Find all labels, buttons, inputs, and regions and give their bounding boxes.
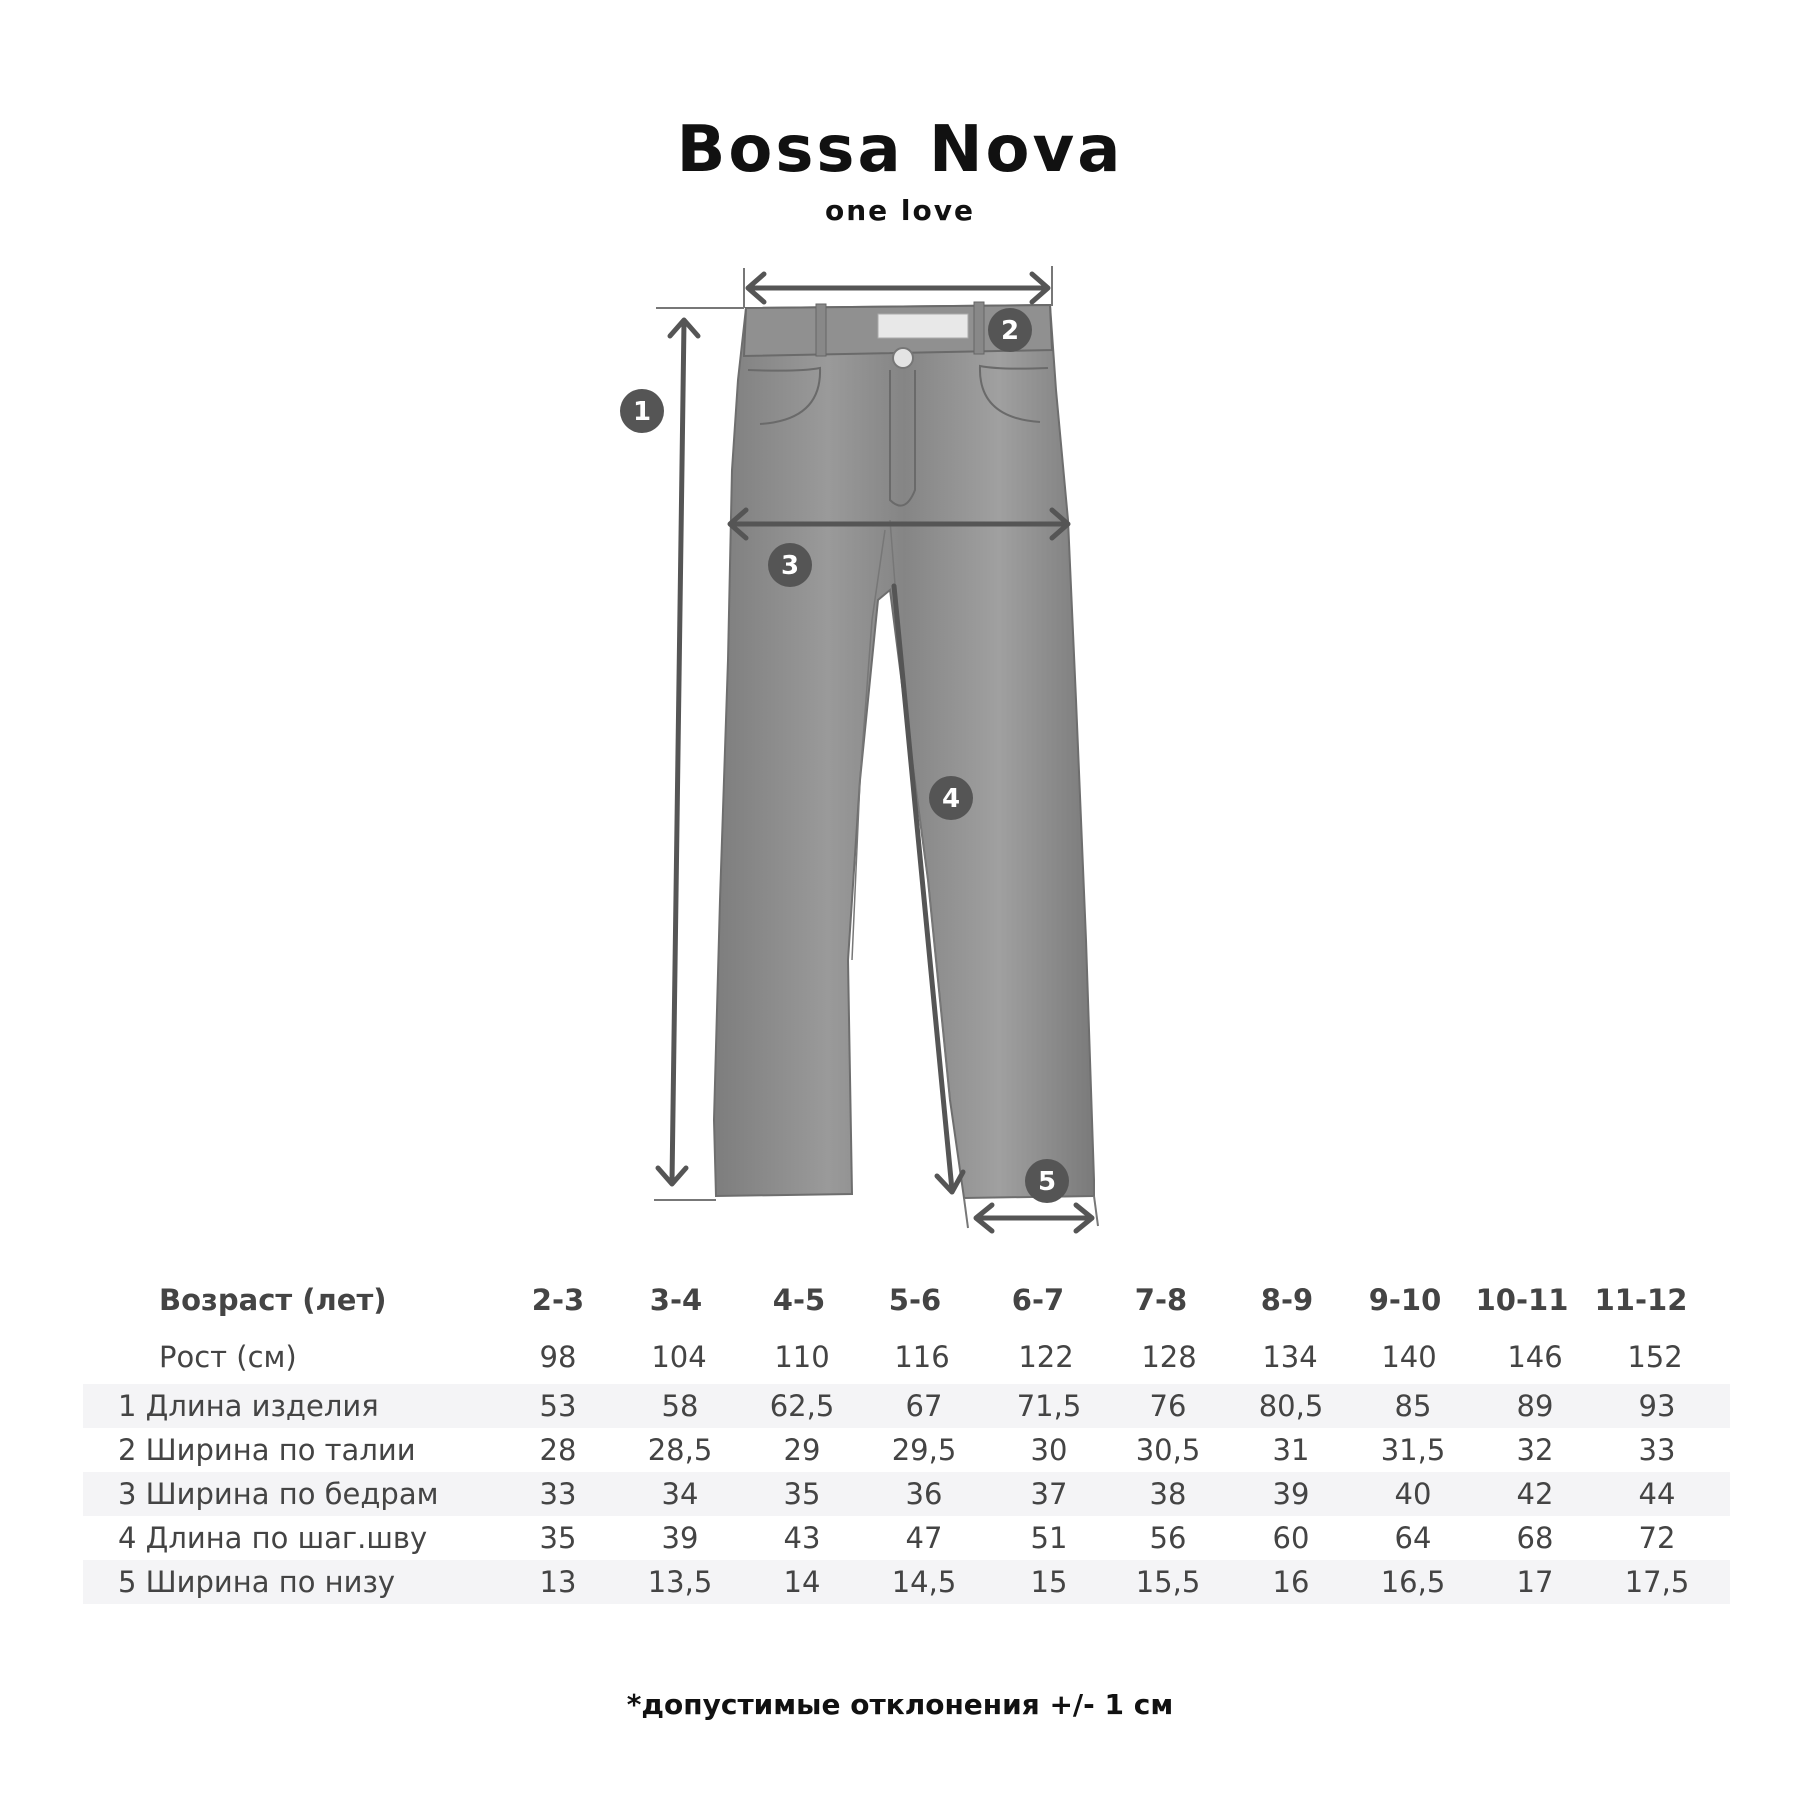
row-value: 47 [905,1521,943,1555]
row-value: 40 [1394,1477,1432,1511]
row-value: 60 [1272,1521,1310,1555]
height-col-6: 128 [1141,1340,1197,1374]
row-label: 3 Ширина по бедрам [118,1477,439,1511]
marker-1-label: 1 [632,397,652,427]
row-value: 35 [783,1477,821,1511]
jeans-label-tag [878,314,968,338]
table-header-row [83,1270,1730,1330]
height-row-label: Рост (см) [159,1340,297,1374]
height-col-7: 134 [1262,1340,1318,1374]
table-row [83,1384,1730,1428]
row-value: 28,5 [647,1433,713,1467]
height-col-4: 116 [894,1340,950,1374]
row-value: 56 [1149,1521,1187,1555]
tolerance-note: *допустимые отклонения +/- 1 см [626,1688,1174,1721]
row-value: 39 [661,1521,699,1555]
row-value: 32 [1516,1433,1554,1467]
table-row [83,1516,1730,1560]
brand-tagline: one love [825,194,975,227]
marker-4-label: 4 [941,784,961,814]
row-value: 39 [1272,1477,1310,1511]
row-value: 37 [1030,1477,1068,1511]
marker-5-label: 5 [1037,1167,1057,1197]
row-value: 58 [661,1389,699,1423]
row-value: 29 [783,1433,821,1467]
row-label: 5 Ширина по низу [118,1565,396,1599]
row-value: 80,5 [1258,1389,1324,1423]
row-value: 30,5 [1135,1433,1201,1467]
row-value: 44 [1638,1477,1676,1511]
row-value: 51 [1030,1521,1068,1555]
height-col-3: 110 [774,1340,830,1374]
size-chart-table [83,1270,1730,1604]
row-label: 2 Ширина по талии [118,1433,416,1467]
jeans-button [893,348,913,368]
row-value: 64 [1394,1521,1432,1555]
row-value: 31,5 [1380,1433,1446,1467]
row-value: 30 [1030,1433,1068,1467]
height-col-1: 98 [539,1340,577,1374]
row-value: 85 [1394,1389,1432,1423]
row-value: 34 [661,1477,699,1511]
row-value: 13 [539,1565,577,1599]
row-value: 17,5 [1624,1565,1690,1599]
table-row [83,1472,1730,1516]
marker-2-label: 2 [1000,316,1020,346]
row-value: 31 [1272,1433,1310,1467]
height-col-2: 104 [651,1340,707,1374]
row-value: 13,5 [647,1565,713,1599]
age-col-10: 11-12 [1594,1283,1688,1317]
age-col-7: 8-9 [1260,1283,1314,1317]
row-value: 71,5 [1016,1389,1082,1423]
age-col-4: 5-6 [888,1283,942,1317]
arrow-length [672,322,684,1182]
brand-name: Bossa Nova [676,113,1124,187]
row-value: 15 [1030,1565,1068,1599]
row-value: 72 [1638,1521,1676,1555]
row-value: 28 [539,1433,577,1467]
age-col-3: 4-5 [772,1283,826,1317]
row-value: 16,5 [1380,1565,1446,1599]
belt-loop-right [974,302,984,354]
belt-loop-left [816,304,826,356]
hem-left-line [964,1198,968,1228]
hem-right-line [1094,1196,1098,1226]
row-value: 68 [1516,1521,1554,1555]
row-value: 14 [783,1565,821,1599]
row-value: 38 [1149,1477,1187,1511]
row-value: 67 [905,1389,943,1423]
height-col-9: 146 [1507,1340,1563,1374]
table-height-row [83,1330,1730,1384]
row-value: 89 [1516,1389,1554,1423]
age-col-8: 9-10 [1368,1283,1442,1317]
height-col-5: 122 [1018,1340,1074,1374]
row-value: 53 [539,1389,577,1423]
table-row [83,1428,1730,1472]
age-col-6: 7-8 [1134,1283,1188,1317]
table-row [83,1560,1730,1604]
row-value: 93 [1638,1389,1676,1423]
row-value: 35 [539,1521,577,1555]
row-value: 62,5 [769,1389,835,1423]
height-col-10: 152 [1627,1340,1683,1374]
row-value: 16 [1272,1565,1310,1599]
row-value: 33 [539,1477,577,1511]
row-label: 4 Длина по шаг.шву [118,1521,428,1555]
row-value: 33 [1638,1433,1676,1467]
row-value: 17 [1516,1565,1554,1599]
marker-3-label: 3 [780,551,800,581]
row-value: 14,5 [891,1565,957,1599]
height-col-8: 140 [1381,1340,1437,1374]
age-col-5: 6-7 [1011,1283,1065,1317]
jeans-shape [714,305,1094,1198]
row-label: 1 Длина изделия [118,1389,379,1423]
age-col-2: 3-4 [649,1283,703,1317]
row-value: 36 [905,1477,943,1511]
age-col-1: 2-3 [531,1283,585,1317]
row-value: 43 [783,1521,821,1555]
age-header-label: Возраст (лет) [159,1283,387,1317]
row-value: 15,5 [1135,1565,1201,1599]
row-value: 42 [1516,1477,1554,1511]
row-value: 29,5 [891,1433,957,1467]
row-value: 76 [1149,1389,1187,1423]
age-col-9: 10-11 [1475,1283,1569,1317]
